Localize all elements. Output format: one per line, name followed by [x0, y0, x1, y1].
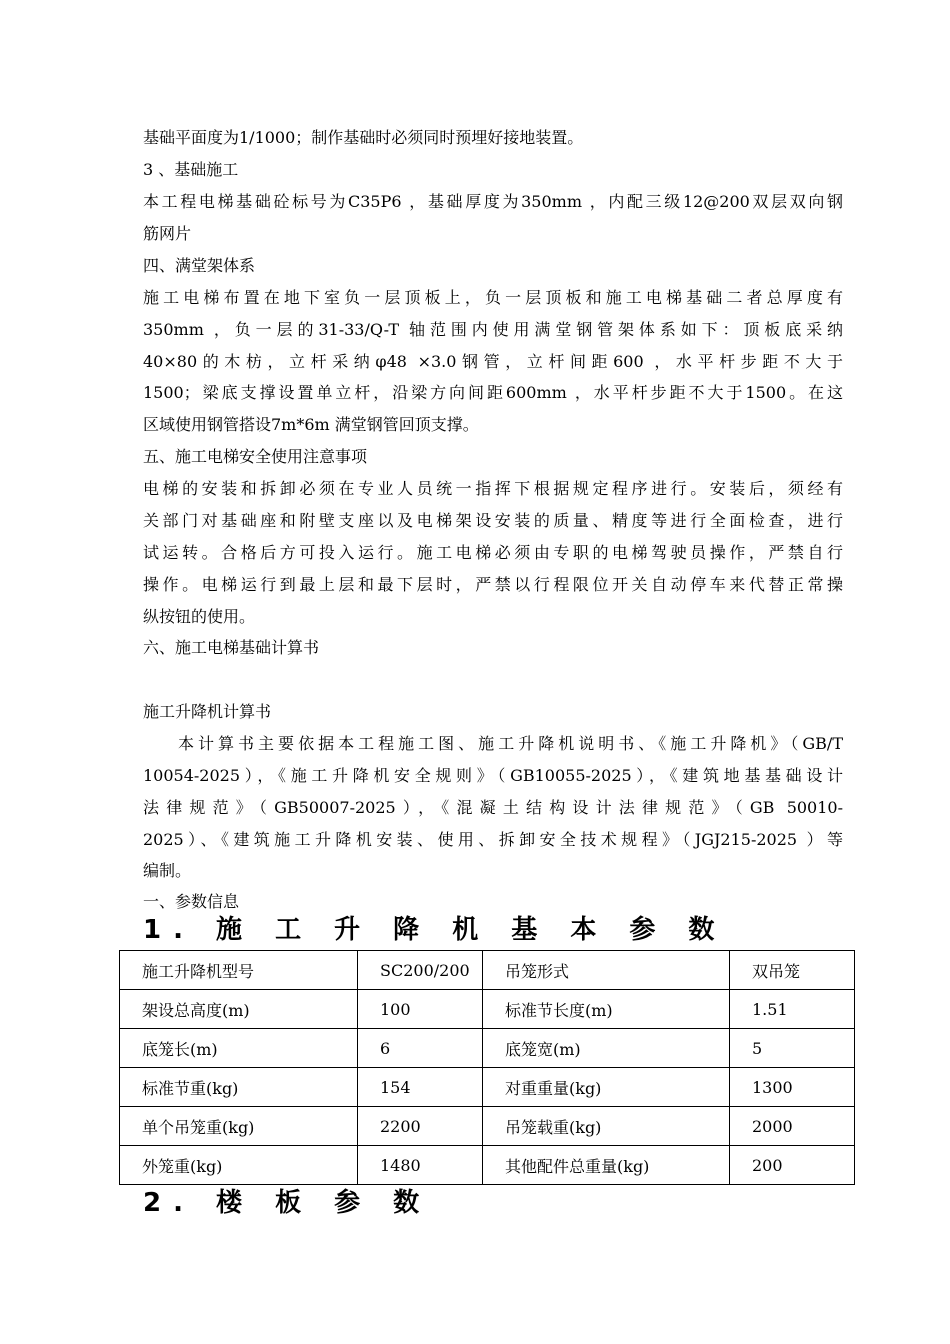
table-row: [120, 1029, 855, 1068]
paragraph-line: 试运转。合格后方可投入运行。施工电梯必须由专职的电梯驾驶员操作，严禁自行: [143, 543, 843, 562]
table-cell: 2200: [358, 1107, 483, 1146]
table-cell: 2000: [730, 1107, 855, 1146]
table-cell: 1480: [358, 1146, 483, 1185]
table-cell: 标准节长度(m): [483, 990, 730, 1029]
table-row: [120, 1146, 855, 1185]
table-row: [120, 990, 855, 1029]
paragraph-line: 1500；梁底支撑设置单立杆，沿梁方向间距600mm ，水平杆步距不大于1500。在这: [143, 383, 843, 402]
paragraph-line: 2025）、《建筑施工升降机安装、使用、拆卸安全技术规程》（JGJ215-2025 ）等: [143, 830, 843, 849]
heading-basic-params: 1. 施 工 升 降 机 基 本 参 数: [143, 915, 727, 945]
paragraph-line: 法律规范》（GB50007-2025），《混凝土结构设计法律规范》（GB 50010-: [143, 798, 843, 817]
paragraph-line: 电梯的安装和拆卸必须在专业人员统一指挥下根据规定程序进行。安装后，须经有: [143, 479, 843, 498]
table-cell: 外笼重(kg): [120, 1146, 358, 1185]
table-cell: 单个吊笼重(kg): [120, 1107, 358, 1146]
section-heading: 四、满堂架体系: [143, 256, 256, 275]
table-cell: 双吊笼: [730, 951, 855, 990]
table-cell: 200: [730, 1146, 855, 1185]
table-cell: 底笼长(m): [120, 1029, 358, 1068]
paragraph-line: 本工程电梯基础砼标号为C35P6 ，基础厚度为350mm ，内配三级12@200双层双向钢: [143, 192, 843, 211]
paragraph-line: 10054-2025），《施工升降机安全规则》（GB10055-2025），《建筑地基基础设计: [143, 766, 843, 785]
table-cell: 吊笼载重(kg): [483, 1107, 730, 1146]
table-cell: 6: [358, 1029, 483, 1068]
paragraph-line: 筋网片: [143, 224, 192, 243]
heading-floor-params: 2. 楼 板 参 数: [143, 1188, 432, 1218]
paragraph-line: 本计算书主要依据本工程施工图、施工升降机说明书、《施工升降机》（GB/T: [178, 734, 843, 753]
table-cell: 1300: [730, 1068, 855, 1107]
table-cell: 标准节重(kg): [120, 1068, 358, 1107]
section-heading: 一、参数信息: [143, 892, 240, 911]
paragraph-line: 关部门对基础座和附壁支座以及电梯架设安装的质量、精度等进行全面检查，进行: [143, 511, 843, 530]
section-heading: 六、施工电梯基础计算书: [143, 638, 320, 657]
paragraph-line: 编制。: [143, 861, 192, 880]
paragraph-line: 操作。电梯运行到最上层和最下层时，严禁以行程限位开关自动停车来代替正常操: [143, 575, 843, 594]
paragraph-line: 纵按钮的使用。: [143, 607, 256, 626]
paragraph-line: 基础平面度为1/1000；制作基础时必须同时预埋好接地装置。: [143, 128, 584, 147]
paragraph-line: 区域使用钢管搭设7m*6m 满堂钢管回顶支撑。: [143, 415, 479, 434]
table-cell: 施工升降机型号: [120, 951, 358, 990]
paragraph-line: 施工电梯布置在地下室负一层顶板上，负一层顶板和施工电梯基础二者总厚度有: [143, 288, 843, 307]
section-heading: 3 、基础施工: [143, 160, 239, 179]
params-table: [119, 950, 855, 1185]
table-cell: 对重重量(kg): [483, 1068, 730, 1107]
table-cell: 吊笼形式: [483, 951, 730, 990]
table-row: [120, 951, 855, 990]
paragraph-line: 350mm ，负一层的31-33/Q-T 轴范围内使用满堂钢管架体系如下：顶板底采纳: [143, 320, 843, 339]
table-row: [120, 1068, 855, 1107]
table-cell: 架设总高度(m): [120, 990, 358, 1029]
document-subtitle: 施工升降机计算书: [143, 702, 272, 721]
table-cell: 其他配件总重量(kg): [483, 1146, 730, 1185]
table-cell: 5: [730, 1029, 855, 1068]
table-cell: SC200/200: [358, 951, 483, 990]
table-cell: 100: [358, 990, 483, 1029]
section-heading: 五、施工电梯安全使用注意事项: [143, 447, 368, 466]
table-cell: 底笼宽(m): [483, 1029, 730, 1068]
table-cell: 154: [358, 1068, 483, 1107]
table-cell: 1.51: [730, 990, 855, 1029]
table-row: [120, 1107, 855, 1146]
paragraph-line: 40×80的木枋，立杆采纳φ48 ×3.0钢管，立杆间距600 ，水平杆步距不大于: [143, 352, 843, 371]
